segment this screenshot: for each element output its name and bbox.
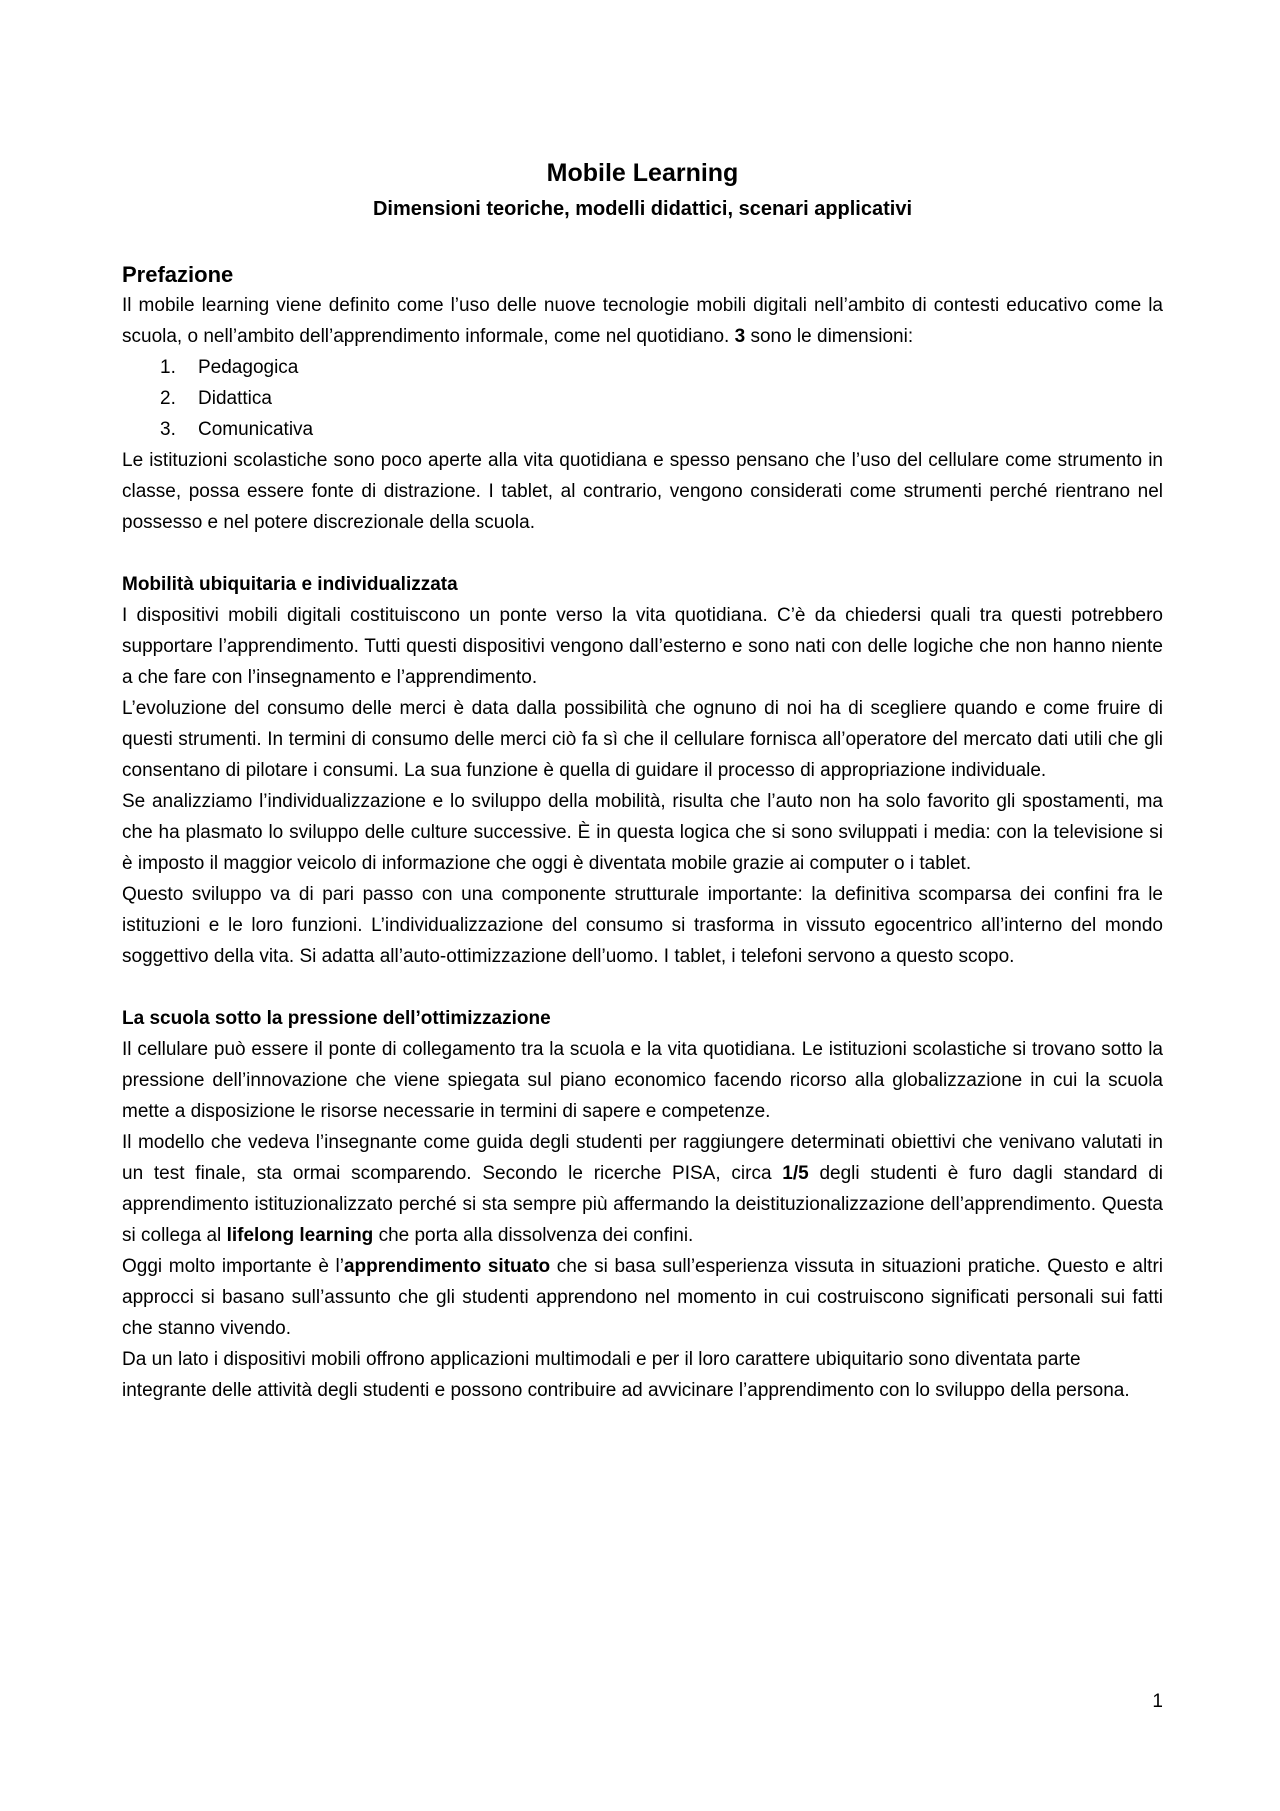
document-title: Mobile Learning — [546, 159, 739, 187]
section-mobilita — [122, 569, 1163, 972]
list-item-number: 3. — [160, 419, 176, 440]
section-heading-mobilita: Mobilità ubiquitaria e individualizzata — [122, 574, 458, 595]
prefazione-intro-text-end: sono le dimensioni: — [745, 326, 914, 347]
prefazione-closing: Le istituzioni scolastiche sono poco aperte alla vita quotidiana e spesso pensano che l’uso del cellulare come strumento in classe, possa essere fonte di distrazione. I tablet, al contrario, vengono considerati come strumenti perché rientrano nel possesso e nel potere discrezionale della scuola. — [122, 450, 1163, 533]
paragraph-text: che si basa sull’esperienza vissuta in situazioni pratiche. Questo e altri approcci si basano sull’assunto che gli studenti apprendono nel momento in cui costruiscono significati personali sui fatti che stanno vivendo. — [122, 1256, 1163, 1339]
paragraph — [122, 1251, 1163, 1344]
paragraph-text: che porta alla dissolvenza dei confini. — [373, 1225, 694, 1246]
section-prefazione — [122, 260, 1163, 538]
paragraph: Da un lato i dispositivi mobili offrono applicazioni multimodali e per il loro carattere ubiquitario sono diventata parte integrante delle attività degli studenti e possono contribuire ad avvicinare l’apprendimento con lo sviluppo della persona. — [122, 1349, 1130, 1401]
section-heading-scuola: La scuola sotto la pressione dell’ottimizzazione — [122, 1008, 551, 1029]
dimensions-list — [122, 352, 1163, 445]
list-item-label: Didattica — [198, 388, 272, 409]
page-number: 1 — [1152, 1691, 1163, 1712]
list-item — [160, 352, 1163, 383]
paragraph-text: Oggi molto importante è l’ — [122, 1256, 344, 1277]
paragraph — [122, 1127, 1163, 1251]
paragraph-text: degli studenti è furo dagli standard di apprendimento istituzionalizzato perché si sta sempre più affermando la deistituzionalizzazione dell’apprendimento. Questa si collega al — [122, 1163, 1163, 1246]
section-scuola — [122, 1003, 1163, 1406]
list-item-label: Pedagogica — [198, 357, 299, 378]
paragraph: L’evoluzione del consumo delle merci è data dalla possibilità che ognuno di noi ha di scegliere quando e come fruire di questi strumenti. In termini di consumo delle merci ciò fa sì che il cellulare fornisca all’operatore del mercato dati utili che gli consentano di pilotare i consumi. La sua funzione è quella di guidare il processo di appropriazione individuale. — [122, 698, 1163, 781]
prefazione-intro-count: 3 — [734, 326, 746, 347]
list-item — [160, 383, 1163, 414]
list-item-number: 2. — [160, 388, 176, 409]
document-subtitle: Dimensioni teoriche, modelli didattici, scenari applicativi — [372, 198, 913, 220]
prefazione-intro-text: Il mobile learning viene definito come l’uso delle nuove tecnologie mobili digitali nell’ambito di contesti educativo come la scuola, o nell’ambito dell’apprendimento informale, come nel quotidiano. — [122, 295, 1163, 347]
paragraph: Se analizziamo l’individualizzazione e lo sviluppo della mobilità, risulta che l’auto non ha solo favorito gli spostamenti, ma che ha plasmato lo sviluppo delle culture successive. È in questa logica che si sono sviluppati i media: con la televisione si è imposto il maggior veicolo di informazione che oggi è diventata mobile grazie ai computer o i tablet. — [122, 791, 1163, 874]
section-heading-prefazione: Prefazione — [122, 262, 234, 287]
paragraph-text: Il modello che vedeva l’insegnante come guida degli studenti per raggiungere determinati obiettivi che venivano valutati in un test finale, sta ormai scomparendo. Secondo le ricerche PISA, circa — [122, 1132, 1163, 1184]
bold-term-apprendimento-situato: apprendimento situato — [343, 1256, 551, 1277]
bold-fraction: 1/5 — [782, 1163, 809, 1184]
list-item — [160, 414, 1163, 445]
list-item-number: 1. — [160, 357, 176, 378]
paragraph: I dispositivi mobili digitali costituiscono un ponte verso la vita quotidiana. C’è da chiedersi quali tra questi potrebbero supportare l’apprendimento. Tutti questi dispositivi vengono dall’esterno e sono nati con delle logiche che non hanno niente a che fare con l’insegnamento e l’apprendimento. — [122, 605, 1163, 688]
bold-term-lifelong-learning: lifelong learning — [226, 1225, 374, 1246]
prefazione-intro — [122, 290, 1163, 352]
paragraph: Questo sviluppo va di pari passo con una componente strutturale importante: la definitiva scomparsa dei confini fra le istituzioni e le loro funzioni. L’individualizzazione del consumo si trasforma in vissuto egocentrico all’interno del mondo soggettivo della vita. Si adatta all’auto-ottimizzazione dell’uomo. I tablet, i telefoni servono a questo scopo. — [122, 884, 1163, 967]
list-item-label: Comunicativa — [198, 419, 314, 440]
paragraph: Il cellulare può essere il ponte di collegamento tra la scuola e la vita quotidiana. Le istituzioni scolastiche si trovano sotto la pressione dell’innovazione che viene spiegata sul piano economico facendo ricorso alla globalizzazione in cui la scuola mette a disposizione le risorse necessarie in termini di sapere e competenze. — [122, 1039, 1163, 1122]
